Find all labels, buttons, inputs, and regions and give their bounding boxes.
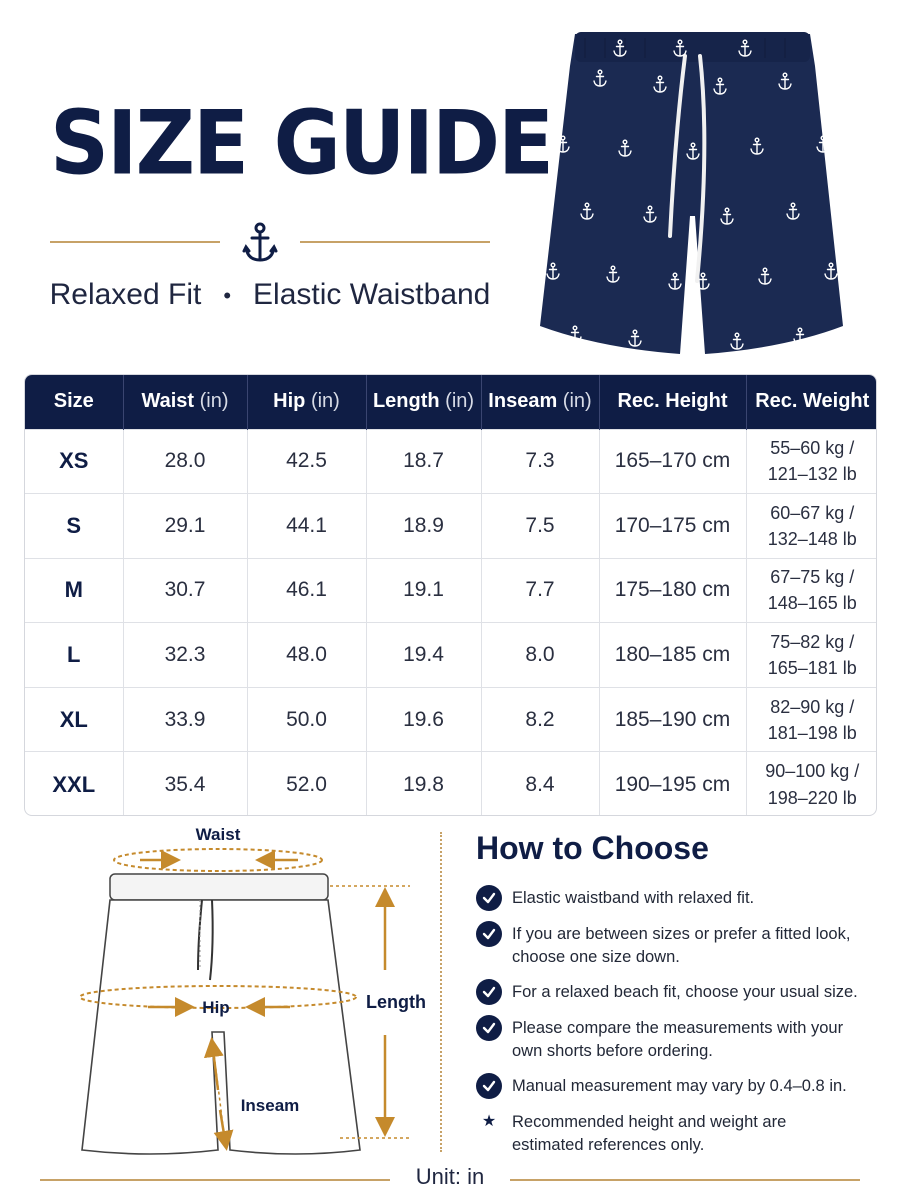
tip-text: Please compare the measurements with your own shorts before ordering. bbox=[512, 1019, 844, 1060]
cell-size: M bbox=[25, 558, 123, 623]
cell-hip: 42.5 bbox=[247, 429, 366, 494]
waist-label: Waist bbox=[195, 825, 241, 844]
header-size: Size bbox=[25, 375, 123, 429]
table-row bbox=[25, 687, 877, 752]
cell-inseam: 7.5 bbox=[481, 494, 599, 559]
hip-label: Hip bbox=[202, 998, 230, 1017]
check-icon bbox=[476, 1073, 502, 1099]
cell-length: 19.4 bbox=[366, 623, 481, 688]
cell-inseam: 8.0 bbox=[481, 623, 599, 688]
cell-waist: 29.1 bbox=[123, 494, 247, 559]
subtitle-separator: • bbox=[223, 283, 232, 309]
cell-weight: 75–82 kg / 165–181 lb bbox=[746, 623, 877, 688]
header-rec-height: Rec. Height bbox=[599, 375, 746, 429]
cell-height: 175–180 cm bbox=[599, 558, 746, 623]
size-table bbox=[24, 374, 877, 816]
footer-line-right bbox=[510, 1179, 860, 1181]
header-hip: Hip (in) bbox=[247, 375, 366, 429]
tip-text: Elastic waistband with relaxed fit. bbox=[512, 889, 755, 907]
cell-waist: 33.9 bbox=[123, 687, 247, 752]
check-icon bbox=[476, 885, 502, 911]
footer-line-left bbox=[40, 1179, 390, 1181]
tip-item bbox=[476, 1017, 886, 1063]
tip-text: Manual measurement may vary by 0.4–0.8 in. bbox=[512, 1077, 847, 1095]
header-length: Length (in) bbox=[366, 375, 481, 429]
unit-label: Unit: in bbox=[415, 1164, 485, 1189]
product-image bbox=[535, 26, 850, 361]
tip-item bbox=[476, 923, 886, 969]
inseam-label: Inseam bbox=[240, 1096, 300, 1115]
cell-waist: 32.3 bbox=[123, 623, 247, 688]
cell-waist: 35.4 bbox=[123, 752, 247, 816]
check-icon bbox=[476, 921, 502, 947]
cell-weight: 82–90 kg / 181–198 lb bbox=[746, 687, 877, 752]
tip-text: If you are between sizes or prefer a fitted look, choose one size down. bbox=[512, 925, 851, 966]
cell-size: L bbox=[25, 623, 123, 688]
length-label: Length bbox=[366, 992, 426, 1012]
cell-height: 165–170 cm bbox=[599, 429, 746, 494]
check-icon bbox=[476, 1015, 502, 1041]
header-rec-weight: Rec. Weight bbox=[746, 375, 877, 429]
note-text: Recommended height and weight are estimated references only. bbox=[512, 1113, 787, 1154]
note-item bbox=[476, 1111, 886, 1157]
cell-weight: 60–67 kg / 132–148 lb bbox=[746, 494, 877, 559]
table-row bbox=[25, 623, 877, 688]
title-divider bbox=[50, 222, 490, 262]
cell-inseam: 8.4 bbox=[481, 752, 599, 816]
cell-length: 19.6 bbox=[366, 687, 481, 752]
table-row bbox=[25, 429, 877, 494]
subtitle-fit: Relaxed Fit bbox=[49, 278, 202, 311]
table-header-row bbox=[25, 375, 877, 429]
cell-weight: 90–100 kg / 198–220 lb bbox=[746, 752, 877, 816]
cell-length: 18.7 bbox=[366, 429, 481, 494]
anchor-icon bbox=[244, 224, 276, 260]
cell-hip: 52.0 bbox=[247, 752, 366, 816]
table-row bbox=[25, 558, 877, 623]
how-to-choose-title: How to Choose bbox=[476, 830, 709, 866]
how-to-choose bbox=[476, 830, 886, 1169]
cell-size: XS bbox=[25, 429, 123, 494]
footer bbox=[40, 1164, 860, 1194]
measurement-diagram bbox=[40, 820, 440, 1180]
tip-item bbox=[476, 1075, 886, 1099]
cell-inseam: 8.2 bbox=[481, 687, 599, 752]
cell-height: 185–190 cm bbox=[599, 687, 746, 752]
cell-length: 18.9 bbox=[366, 494, 481, 559]
check-icon bbox=[476, 979, 502, 1005]
page-title: SIZE GUIDE bbox=[50, 92, 553, 196]
cell-size: XL bbox=[25, 687, 123, 752]
cell-weight: 67–75 kg / 148–165 lb bbox=[746, 558, 877, 623]
cell-waist: 30.7 bbox=[123, 558, 247, 623]
cell-size: XXL bbox=[25, 752, 123, 816]
cell-inseam: 7.3 bbox=[481, 429, 599, 494]
star-icon: ★ bbox=[481, 1113, 497, 1130]
tip-text: For a relaxed beach fit, choose your usual size. bbox=[512, 983, 858, 1001]
cell-waist: 28.0 bbox=[123, 429, 247, 494]
tip-item bbox=[476, 981, 886, 1005]
cell-height: 180–185 cm bbox=[599, 623, 746, 688]
cell-hip: 46.1 bbox=[247, 558, 366, 623]
cell-length: 19.8 bbox=[366, 752, 481, 816]
table-row bbox=[25, 752, 877, 816]
section-divider bbox=[440, 832, 442, 1152]
tip-item bbox=[476, 887, 886, 911]
cell-hip: 48.0 bbox=[247, 623, 366, 688]
subtitle-waistband: Elastic Waistband bbox=[253, 278, 491, 311]
cell-hip: 50.0 bbox=[247, 687, 366, 752]
cell-length: 19.1 bbox=[366, 558, 481, 623]
cell-height: 170–175 cm bbox=[599, 494, 746, 559]
cell-size: S bbox=[25, 494, 123, 559]
cell-inseam: 7.7 bbox=[481, 558, 599, 623]
cell-weight: 55–60 kg / 121–132 lb bbox=[746, 429, 877, 494]
header-waist: Waist (in) bbox=[123, 375, 247, 429]
cell-hip: 44.1 bbox=[247, 494, 366, 559]
table-row bbox=[25, 494, 877, 559]
subtitle bbox=[40, 278, 500, 312]
cell-height: 190–195 cm bbox=[599, 752, 746, 816]
header-inseam: Inseam (in) bbox=[481, 375, 599, 429]
